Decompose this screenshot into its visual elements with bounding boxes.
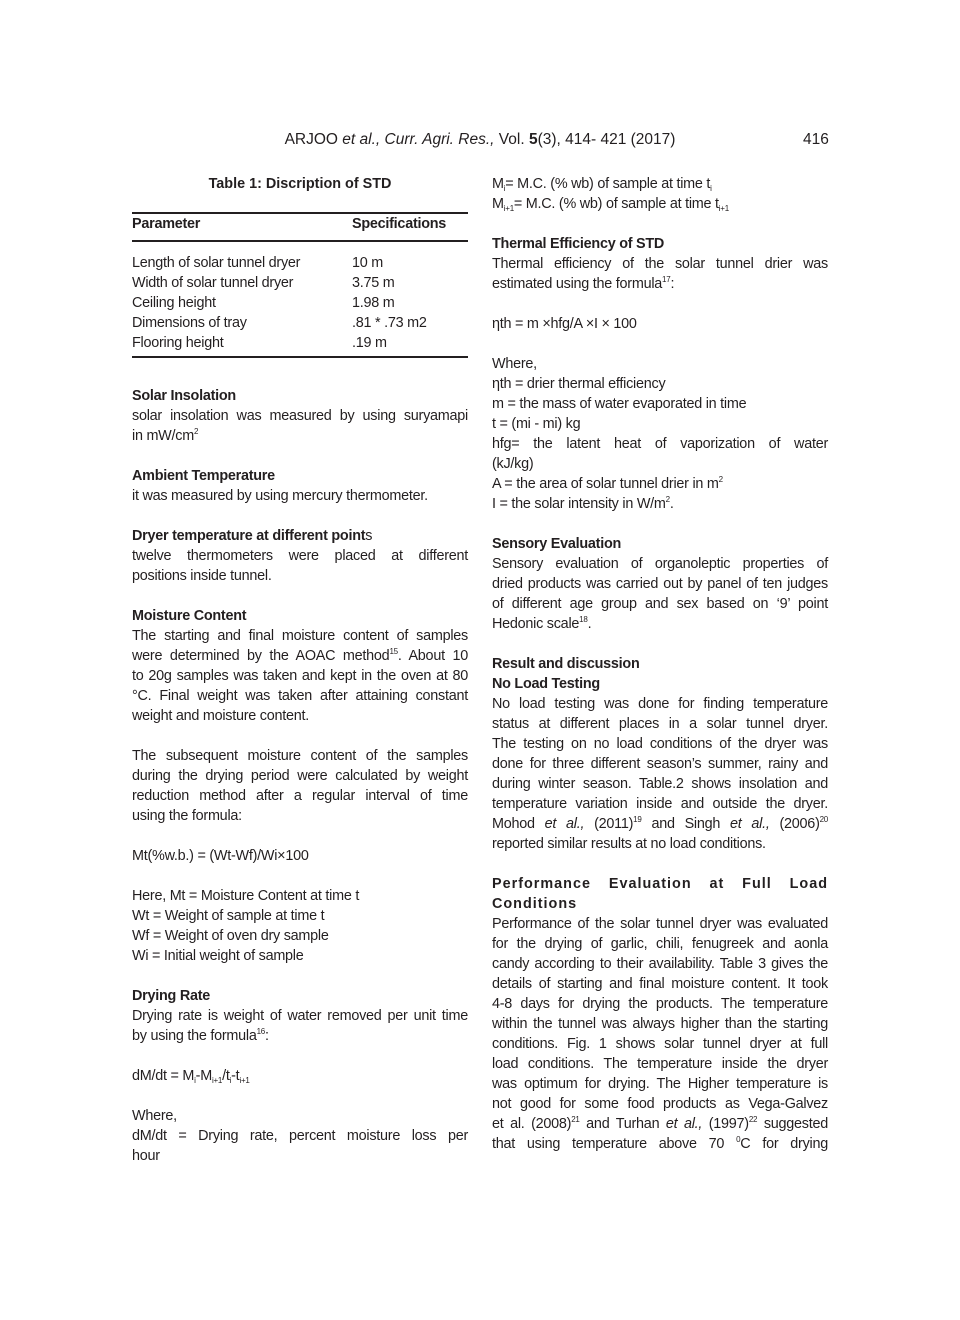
- text: Wf = Weight of oven dry sample: [132, 928, 329, 944]
- text: to 20g samples was taken and kept in the oven at 80: [132, 668, 468, 684]
- paragraph: [492, 174, 828, 214]
- text-line: [492, 874, 828, 894]
- section-heading: [132, 526, 468, 546]
- text: done for three different season’s summer, rainy and: [492, 756, 828, 772]
- text-line: [492, 694, 828, 714]
- blank-line: [492, 854, 828, 874]
- text: A = the area of solar tunnel drier in m: [492, 476, 719, 492]
- text: Moisture Content: [132, 608, 247, 624]
- paragraph: [492, 554, 828, 634]
- text: = M.C. (% wb) of sample at time t: [513, 196, 719, 212]
- subscript: i+1: [503, 204, 514, 213]
- text-line: [132, 926, 468, 946]
- text: I = the solar intensity in W/m: [492, 496, 666, 512]
- paragraph: [492, 254, 828, 294]
- text: conditions. Fig. 1 shows solar tunnel dryer at full: [492, 1036, 828, 1052]
- text-line: [492, 754, 828, 774]
- text-line: [132, 526, 468, 546]
- superscript: 0: [736, 1135, 741, 1144]
- text-line: [132, 846, 468, 866]
- text-line: [492, 614, 828, 634]
- blank-line: [132, 446, 468, 466]
- text: not good for some food products as Vega-Galvez: [492, 1096, 828, 1112]
- subscript: i: [710, 184, 712, 193]
- text: (2011): [584, 816, 634, 832]
- text-line: [132, 806, 468, 826]
- blank-line: [132, 826, 468, 846]
- text: M: [492, 176, 504, 192]
- paragraph: [492, 314, 828, 334]
- text-line: [132, 626, 468, 646]
- text: candy according to their availability. Table 3 gives the: [492, 956, 828, 972]
- left-body: [132, 366, 468, 1166]
- table-row: [132, 333, 468, 353]
- paragraph: [132, 1006, 468, 1046]
- text-line: [492, 914, 828, 934]
- text-line: [492, 434, 828, 454]
- subscript: i: [194, 1076, 196, 1085]
- text-line: [492, 934, 828, 954]
- blank-line: [132, 866, 468, 886]
- text-line: [132, 706, 468, 726]
- table-cell: 10 m: [352, 255, 383, 271]
- text-line: [492, 794, 828, 814]
- blank-line: [132, 366, 468, 386]
- text: hour: [132, 1148, 160, 1164]
- text: for the drying of garlic, chili, fenugreek and aonla: [492, 936, 828, 952]
- subscript: i: [503, 184, 506, 193]
- text-line: [492, 774, 828, 794]
- text-line: [492, 1094, 828, 1114]
- text: during the drying period were calculated by weight: [132, 768, 468, 784]
- left-column: [132, 174, 468, 1166]
- text: in mW/cm: [132, 428, 194, 444]
- paragraph: [492, 914, 828, 1154]
- text: Solar Insolation: [132, 388, 236, 404]
- text: solar insolation was measured by using suryamapi: [132, 408, 468, 424]
- section-heading: [492, 534, 828, 554]
- text-line: [132, 666, 468, 686]
- text: C for drying: [740, 1136, 828, 1152]
- text-line: [132, 1126, 468, 1146]
- header-vol-label: Vol.: [498, 131, 525, 148]
- text: Mt(%w.b.) = (Wt-Wf)/Wi×100: [132, 848, 309, 864]
- text: -t: [231, 1068, 240, 1084]
- paragraph: [132, 626, 468, 726]
- text: Sensory evaluation of organoleptic properties of: [492, 556, 828, 572]
- text: Ambient Temperature: [132, 468, 275, 484]
- text-line: [132, 646, 468, 666]
- superscript: 15: [389, 647, 398, 656]
- text: within the tunnel was always higher than the starting: [492, 1016, 828, 1032]
- blank-line: [132, 1086, 468, 1106]
- text: Conditions: [492, 896, 578, 912]
- table-header-parameter: Parameter: [132, 216, 201, 232]
- text: Here, Mt = Moisture Content at time t: [132, 888, 360, 904]
- text-line: [132, 686, 468, 706]
- text: (kJ/kg): [492, 456, 534, 472]
- text: details of starting and final moisture content. It took: [492, 976, 828, 992]
- header-authors: ARJOO: [284, 131, 338, 148]
- text: and Turhan: [579, 1116, 666, 1132]
- text-line: [132, 606, 468, 626]
- text: suggested: [757, 1116, 828, 1132]
- text-line: [492, 814, 828, 834]
- text: that using temperature above 70: [492, 1136, 737, 1152]
- text-line: [132, 986, 468, 1006]
- text: using the formula:: [132, 808, 242, 824]
- blank-line: [492, 514, 828, 534]
- text: by using the formula: [132, 1028, 257, 1044]
- paragraph: [132, 486, 468, 506]
- text: of different age group and sex based on ‘9’ point: [492, 596, 828, 612]
- blank-line: [492, 214, 828, 234]
- text-line: [492, 574, 828, 594]
- text-line: [492, 494, 828, 514]
- italic-text: et al.,: [544, 816, 585, 832]
- blank-line: [132, 506, 468, 526]
- text: Drying Rate: [132, 988, 211, 1004]
- text: M: [492, 196, 504, 212]
- paragraph: [492, 474, 828, 514]
- text: Wi = Initial weight of sample: [132, 948, 304, 964]
- text: weight and moisture content.: [132, 708, 309, 724]
- text: No Load Testing: [492, 676, 600, 692]
- text: twelve thermometers were placed at different: [132, 548, 468, 564]
- header-issue-pages: (3), 414- 421 (2017): [537, 131, 676, 148]
- text-line: [492, 1074, 828, 1094]
- text-line: [132, 1106, 468, 1126]
- text: Performance of the solar tunnel dryer was evaluated: [492, 916, 828, 932]
- text: positions inside tunnel.: [132, 568, 272, 584]
- text-line: [132, 906, 468, 926]
- text-line: [132, 426, 468, 446]
- paragraph: [132, 406, 468, 446]
- table-cell: Ceiling height: [132, 295, 216, 311]
- text: were determined by the AOAC method: [132, 648, 390, 664]
- text: (1997): [702, 1116, 749, 1132]
- paragraph: [132, 846, 468, 866]
- section-heading: [132, 986, 468, 1006]
- text: . About 10: [397, 648, 468, 664]
- superscript: 16: [256, 1027, 265, 1036]
- section-heading: [492, 654, 828, 694]
- subscript: i+1: [211, 1076, 223, 1085]
- text-line: [492, 374, 828, 394]
- text-line: [132, 546, 468, 566]
- text: s: [365, 528, 373, 544]
- table-cell: Dimensions of tray: [132, 315, 247, 331]
- paragraph: [132, 1106, 468, 1126]
- blank-line: [132, 586, 468, 606]
- text: estimated using the formula: [492, 276, 663, 292]
- text-line: [492, 394, 828, 414]
- table-cell: 3.75 m: [352, 275, 395, 291]
- table-cell: .19 m: [352, 335, 387, 351]
- table-row: [132, 313, 468, 333]
- header-volume: 5: [528, 131, 538, 148]
- text: hfg= the latent heat of vaporization of water: [492, 436, 828, 452]
- text: The starting and final moisture content of samples: [132, 628, 468, 644]
- text: No load testing was done for finding temperature: [492, 696, 828, 712]
- text: :: [265, 1028, 269, 1044]
- paragraph: [492, 694, 828, 854]
- table-row: [132, 273, 468, 293]
- text-line: [132, 1006, 468, 1026]
- text-line: [492, 554, 828, 574]
- text-line: [492, 354, 828, 374]
- text-line: [492, 594, 828, 614]
- text: :: [670, 276, 675, 292]
- text-line: [492, 414, 828, 434]
- text-line: [492, 714, 828, 734]
- paragraph: [492, 354, 828, 434]
- text: Drying rate is weight of water removed per unit time: [132, 1008, 468, 1024]
- text-line: [492, 534, 828, 554]
- paragraph: [132, 546, 468, 586]
- text-line: [492, 1134, 828, 1154]
- text: Sensory Evaluation: [492, 536, 622, 552]
- section-heading: [132, 606, 468, 626]
- text-line: [132, 466, 468, 486]
- superscript: 21: [571, 1115, 580, 1124]
- superscript: 18: [579, 615, 588, 624]
- section-heading: [492, 234, 828, 254]
- subscript: i: [229, 1076, 232, 1085]
- text: Where,: [132, 1108, 177, 1124]
- table-cell: Length of solar tunnel dryer: [132, 255, 301, 271]
- superscript: 2: [718, 475, 723, 484]
- text-line: [492, 1014, 828, 1034]
- text: was optimum for drying. The Higher temperature is: [492, 1076, 828, 1092]
- text: .: [587, 616, 592, 632]
- subscript: i+1: [239, 1076, 250, 1085]
- text-line: [492, 254, 828, 274]
- text-line: [132, 946, 468, 966]
- text: The testing on no load conditions of the dryer was: [492, 736, 828, 752]
- text-line: [492, 674, 828, 694]
- text: (2006): [769, 816, 820, 832]
- text: m = the mass of water evaporated in time: [492, 396, 747, 412]
- text: reduction method after a regular interval of time: [132, 788, 468, 804]
- text-line: [492, 314, 828, 334]
- text-line: [492, 894, 828, 914]
- text-line: [132, 406, 468, 426]
- table-header-specifications: Specifications: [352, 216, 447, 232]
- text: Thermal Efficiency of STD: [492, 236, 665, 252]
- text-line: [492, 454, 828, 474]
- paragraph: [132, 886, 468, 966]
- text-line: [492, 234, 828, 254]
- blank-line: [492, 334, 828, 354]
- paragraph: [492, 434, 828, 474]
- paragraph: [132, 1066, 468, 1086]
- text: Performance Evaluation at Full Load: [492, 876, 828, 892]
- text-line: [492, 1034, 828, 1054]
- text: Hedonic scale: [492, 616, 580, 632]
- text: dried products was carried out by panel of ten judges: [492, 576, 828, 592]
- text: temperature variation inside and outside the dryer.: [492, 796, 828, 812]
- page-number: 416: [803, 131, 829, 148]
- superscript: 20: [819, 815, 829, 824]
- text-line: [492, 734, 828, 754]
- text: = M.C. (% wb) of sample at time t: [505, 176, 711, 192]
- section-heading: [492, 874, 828, 914]
- text-line: [132, 766, 468, 786]
- table-title: Table 1: Discription of STD: [208, 176, 392, 192]
- blank-line: [132, 1046, 468, 1066]
- text: load conditions. The temperature inside the dryer: [492, 1056, 828, 1072]
- text: reported similar results at no load conditions.: [492, 836, 766, 852]
- text: .: [669, 496, 674, 512]
- text: The subsequent moisture content of the samples: [132, 748, 468, 764]
- table-row: [132, 293, 468, 313]
- italic-text: et al.,: [730, 816, 770, 832]
- text: °C. Final weight was taken after attaining constant: [132, 688, 468, 704]
- table-cell: Flooring height: [132, 335, 224, 351]
- text-line: [132, 1026, 468, 1046]
- right-column: [492, 174, 828, 1154]
- blank-line: [492, 634, 828, 654]
- superscript: 17: [662, 275, 671, 284]
- text-line: [492, 954, 828, 974]
- text-line: [132, 566, 468, 586]
- subscript: i+1: [718, 204, 729, 213]
- text: during winter season. Table.2 shows insolation and: [492, 776, 828, 792]
- text: status at different places in a solar tunnel dryer.: [492, 716, 828, 732]
- text: Where,: [492, 356, 537, 372]
- text-line: [132, 386, 468, 406]
- text-line: [492, 474, 828, 494]
- text: -M: [195, 1068, 212, 1084]
- superscript: 2: [193, 427, 199, 436]
- text: et al. (2008): [492, 1116, 572, 1132]
- text: /t: [222, 1068, 230, 1084]
- table-cell: .81 * .73 m2: [352, 315, 427, 331]
- table-row: [132, 253, 468, 273]
- text: Wt = Weight of sample at time t: [132, 908, 325, 924]
- text: dM/dt = M: [132, 1068, 195, 1084]
- blank-line: [132, 966, 468, 986]
- text-line: [132, 1146, 468, 1166]
- text-line: [492, 994, 828, 1014]
- text: Result and discussion: [492, 656, 640, 672]
- text: ηth = drier thermal efficiency: [492, 376, 666, 392]
- text: it was measured by using mercury thermometer.: [132, 488, 428, 504]
- text: dM/dt = Drying rate, percent moisture loss per: [132, 1128, 468, 1144]
- table-1: [132, 174, 468, 366]
- text-line: [132, 886, 468, 906]
- text-line: [492, 974, 828, 994]
- superscript: 2: [665, 495, 670, 504]
- text-line: [132, 486, 468, 506]
- table-cell: Width of solar tunnel dryer: [132, 275, 294, 291]
- text-line: [132, 1066, 468, 1086]
- text-line: [492, 654, 828, 674]
- blank-line: [492, 294, 828, 314]
- header-etal: et al.,: [342, 131, 381, 148]
- text: 4-8 days for drying the products. The temperature: [492, 996, 828, 1012]
- text: Mohod: [492, 816, 545, 832]
- section-heading: [132, 386, 468, 406]
- text: ηth = m ×hfg/A ×I × 100: [492, 316, 637, 332]
- header-journal: Curr. Agri. Res.,: [384, 131, 495, 148]
- blank-line: [132, 726, 468, 746]
- text-line: [492, 274, 828, 294]
- text-line: [492, 1114, 828, 1134]
- text-line: [492, 1054, 828, 1074]
- text-line: [492, 174, 828, 194]
- superscript: 22: [748, 1115, 758, 1124]
- text: Thermal efficiency of the solar tunnel drier was: [492, 256, 828, 272]
- paragraph: [132, 1126, 468, 1166]
- italic-text: et al.,: [665, 1116, 703, 1132]
- section-heading: [132, 466, 468, 486]
- text-line: [132, 786, 468, 806]
- text: and Singh: [641, 816, 731, 832]
- text: t = (mi - mi) kg: [492, 416, 581, 432]
- text-line: [492, 194, 828, 214]
- table-header-row: [132, 214, 468, 240]
- text-line: [492, 834, 828, 854]
- text-line: [132, 746, 468, 766]
- table-cell: 1.98 m: [352, 295, 395, 311]
- text: Dryer temperature at different point: [132, 528, 366, 544]
- paragraph: [132, 746, 468, 826]
- superscript: 19: [633, 815, 642, 824]
